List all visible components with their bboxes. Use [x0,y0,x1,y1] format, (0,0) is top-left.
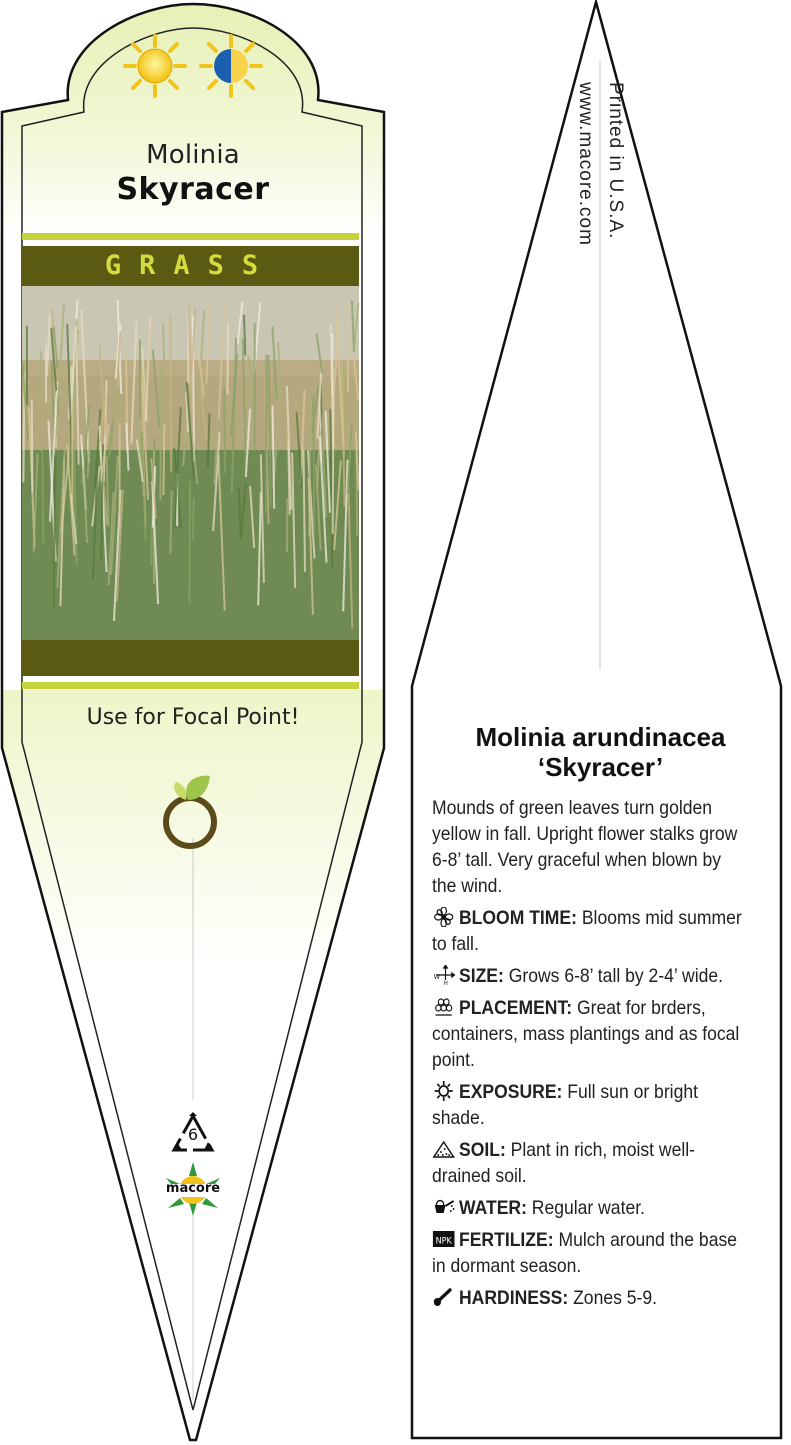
placement-icon [432,997,455,1017]
soil-label: SOIL: [459,1139,506,1161]
attr-soil [432,1137,743,1189]
grass-stalk [224,388,225,473]
attr-exposure [432,1079,743,1131]
bloom-text: Blooms mid summer to fall. [432,907,742,955]
grass-stalk [160,363,161,501]
tagline: Use for Focal Point! [86,705,300,730]
hardiness-text: Zones 5-9. [573,1287,657,1309]
fertilize-label: FERTILIZE: [459,1229,554,1251]
placement-text: Great for brders, containers, mass plantings and as focal point. [432,997,740,1071]
bloom-label: BLOOM TIME: [459,907,577,929]
water-label: WATER: [459,1197,527,1219]
grass-stalk [42,448,43,543]
soil-icon [432,1139,455,1159]
attr-hardiness [432,1285,743,1311]
grass-stalk [41,351,42,451]
exposure-label: EXPOSURE: [459,1081,563,1103]
cultivar-name: Skyracer [116,172,270,207]
water-text: Regular water. [531,1197,645,1219]
grass-stalk [287,498,288,552]
botanical-name: Molinia arundinacea [475,722,726,752]
svg-text:H: H [443,980,448,985]
grass-stalk [347,302,348,392]
soil-text: Plant in rich, moist well-drained soil. [432,1139,696,1187]
grass-stalk [313,396,314,534]
plant-photo [22,286,359,640]
flower-icon [432,907,455,927]
sun-icon [432,1081,455,1101]
attr-placement [432,995,743,1073]
grass-stalk [170,315,171,472]
fertilize-text: Mulch around the base in dormant season. [432,1229,738,1277]
care-info [432,795,743,1317]
description: Mounds of green leaves turn golden yellow in fall. Upright flower stalks grow 6-8’ tall. Very graceful when blown by the wind. [432,797,738,897]
printed-in: Printed in U.S.A. [605,82,626,240]
size-label: SIZE: [459,965,504,987]
cultivar-quoted: ‘Skyracer’ [537,752,664,782]
grass-stalk [193,498,194,540]
hardiness-label: HARDINESS: [459,1287,569,1309]
attr-fertilize [432,1227,743,1279]
exposure-text: Full sun or bright shade. [432,1081,698,1129]
svg-text:W: W [433,972,441,982]
recycle-code: 6 [187,1125,199,1144]
part-sun-icon [199,34,263,98]
npk-icon [432,1229,455,1249]
photo-bottom-band [22,640,359,676]
sprout-logo-icon [160,770,224,850]
grass-stalk [163,425,164,496]
attr-size [432,963,743,989]
full-sun-icon [123,34,187,98]
size-icon [432,965,455,985]
category-label: GRASS [104,250,277,281]
common-name: Molinia [146,140,240,170]
watering-can-icon [432,1197,455,1217]
placement-label: PLACEMENT: [459,997,573,1019]
grass-stalk [170,491,171,554]
thermometer-icon [432,1287,455,1307]
size-text: Grows 6-8’ tall by 2-4’ wide. [508,965,723,987]
attr-bloom [432,905,743,957]
brand-logo-text: macore [165,1181,221,1196]
attr-water [432,1195,743,1221]
grass-stalk [189,481,190,602]
npk-text: NPK [435,1236,452,1247]
grass-stalk [244,315,245,356]
grass-stalk [32,399,33,492]
website: www.macore.com [575,82,596,246]
